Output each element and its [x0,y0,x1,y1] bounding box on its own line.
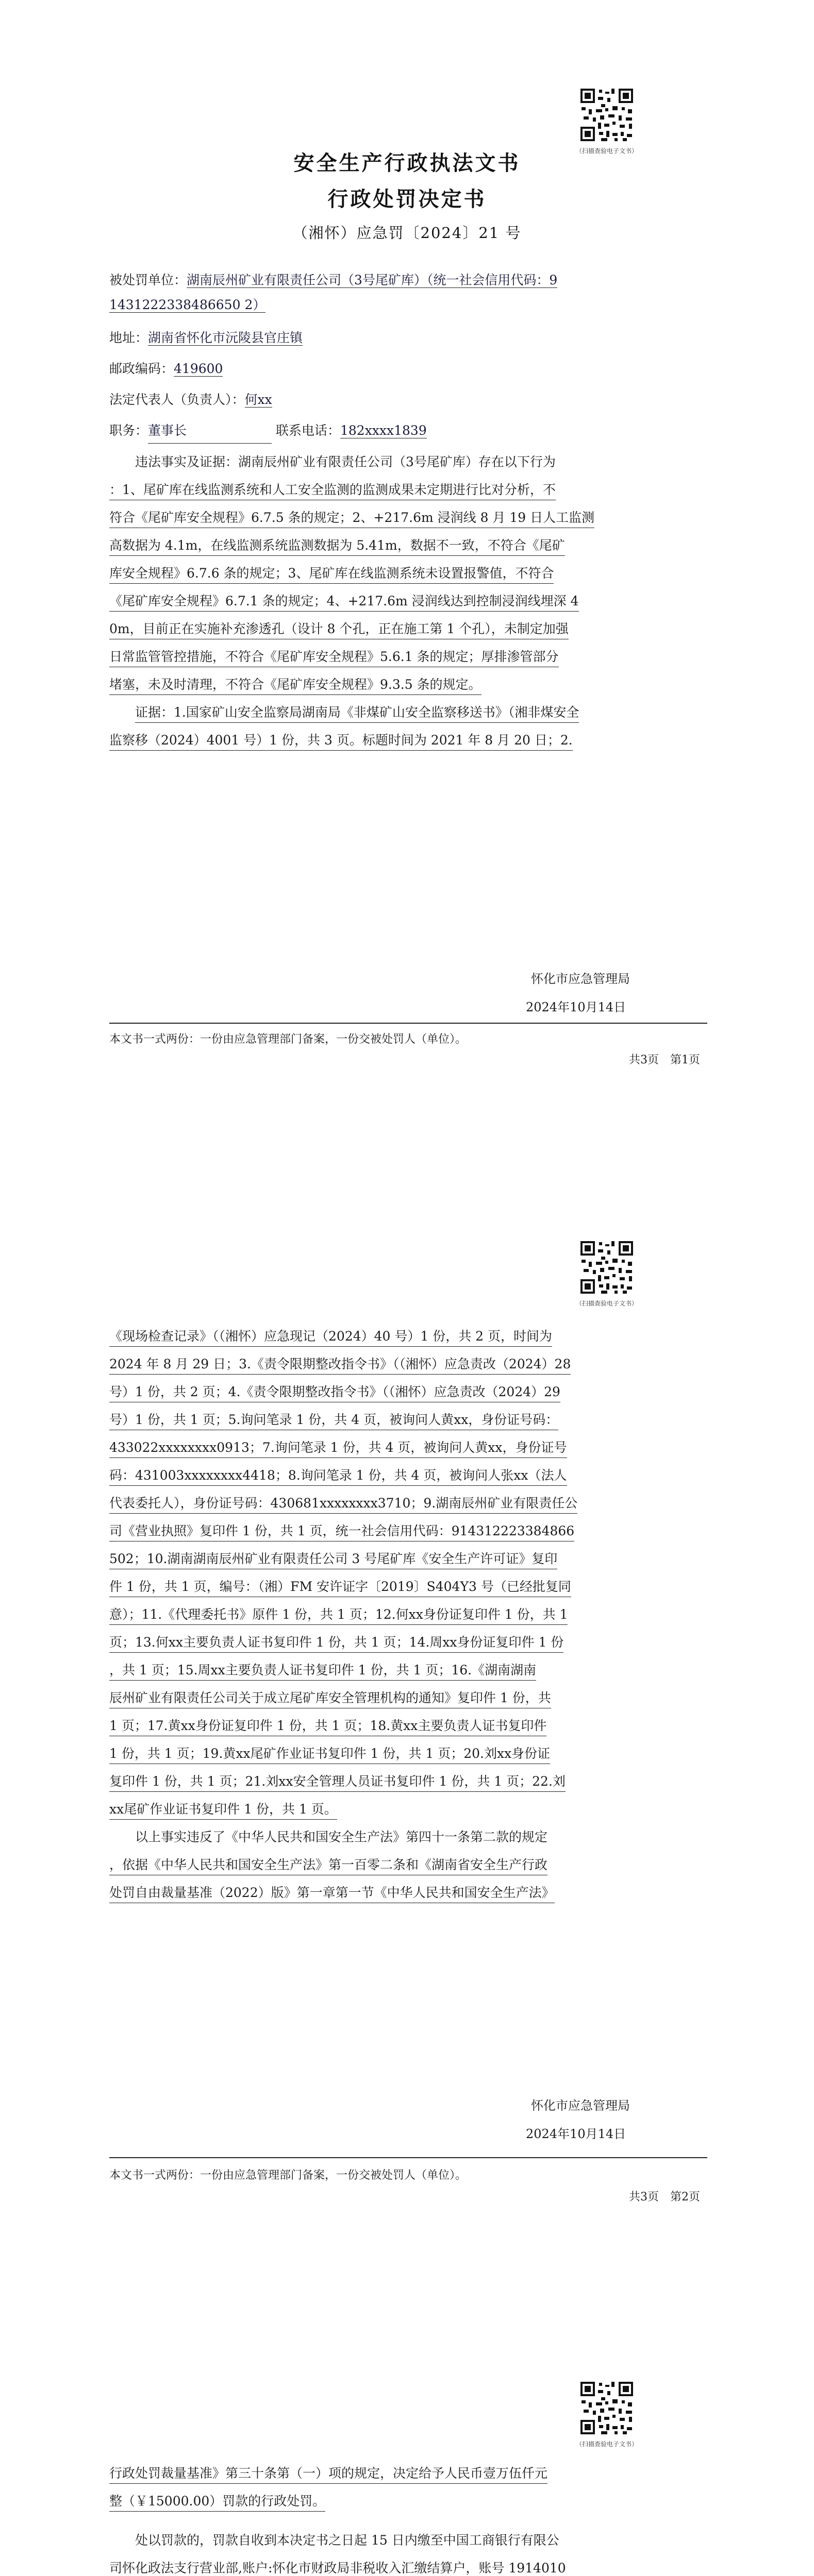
payment-instructions [109,2527,707,2576]
issuing-authority: 怀化市应急管理局 [531,972,630,986]
party-name-value: 湖南辰州矿业有限责任公司（3号尾矿库）（统一社会信用代码：9 [187,273,558,287]
evidence-line: 复印件 1 份，共 1 页；21.刘xx安全管理人员证书复印件 1 份，共 1 页；22.刘 [109,1768,707,1795]
phone-label: 联系电话： [275,423,340,438]
fact-line: 符合《尾矿库安全规程》6.7.5 条的规定；2、+217.6m 浸润线 8 月 19 日人工监测 [109,504,707,532]
evidence-line: 号）1 份，共 1 页；5.询问笔录 1 份，共 4 页，被询问人黄xx，身份证号码： [109,1406,707,1434]
legal-rep-label: 法定代表人（负责人）： [109,392,245,407]
evidence-line: xx尾矿作业证书复印件 1 份，共 1 页。 [109,1795,707,1823]
footer-note: 本文书一式两份：一份由应急管理部门备案，一份交被处罚人（单位）。 [109,2169,467,2182]
qr-code-block [575,87,639,155]
postcode-value: 419600 [174,361,223,376]
doc-category-title: 安全生产行政执法文书 [293,151,521,175]
decision-line: 整（￥15000.00）罚款的行政处罚。 [109,2487,707,2515]
postcode-label: 邮政编码： [109,361,174,376]
page-number: 共3页 第1页 [629,1054,700,1066]
qr-caption: （扫描查验电子文书） [575,1300,638,1307]
violation-facts [109,448,707,754]
qr-caption: （扫描查验电子文书） [575,147,638,155]
address-label: 地址： [109,330,148,345]
evidence-line: 号）1 份，共 2 页；4.《责令限期整改指令书》（（湘怀）应急责改（2024）29 [109,1378,707,1406]
legal-basis-line: 以上事实违反了《中华人民共和国安全生产法》第四十一条第二款的规定 [135,1829,548,1844]
decision-line: 行政处罚裁量基准》第三十条第（一）项的规定，决定给予人民币壹万伍仟元 [109,2460,707,2487]
postcode-field [109,357,223,381]
footer-note: 本文书一式两份：一份由应急管理部门备案，一份交被处罚人（单位）。 [109,1033,467,1046]
document-page-2 [0,1153,814,2305]
doc-title: 行政处罚决定书 [327,187,487,211]
evidence-line: 433022xxxxxxxx0913；7.询问笔录 1 份，共 4 页，被询问人黄xx，身份证号 [109,1434,707,1462]
qr-caption: （扫描查验电子文书） [575,2441,638,2448]
evidence-line: 2024 年 8 月 29 日；3.《责令限期整改指令书》（（湘怀）应急责改（2024）28 [109,1350,707,1378]
evidence-line: 1 份，共 1 页；19.黄xx尾矿作业证书复印件 1 份，共 1 页；20.刘xx身份证 [109,1740,707,1768]
document-page-1 [0,0,814,1153]
fact-line: 日常监管管控措施，不符合《尾矿库安全规程》5.6.1 条的规定；厚排渗管部分 [109,643,707,671]
party-name-cont [109,293,265,317]
doc-number: （湘怀）应急罚〔2024〕21 号 [292,224,522,242]
qr-code-icon [578,2380,635,2436]
address-field [109,326,303,350]
evidence-line: 司《营业执照》复印件 1 份，共 1 页，统一社会信用代码：914312223384866 [109,1517,707,1545]
fact-line: 库安全规程》6.7.6 条的规定；3、尾矿库在线监测系统未设置报警值，不符合 [109,560,707,587]
fact-line: 0m，目前正在实施补充渗透孔（设计 8 个孔，正在施工第 1 个孔），未制定加强 [109,615,707,643]
document-page-3 [0,2305,814,2576]
evidence-line: ，共 1 页；15.周xx主要负责人证书复印件 1 份，共 1 页；16.《湖南湖南 [109,1656,707,1684]
position-value: 董事长 [148,418,272,444]
fact-line: 堵塞，未及时清理，不符合《尾矿库安全规程》9.3.5 条的规定。 [109,671,707,699]
address-value: 湖南省怀化市沅陵县官庄镇 [148,330,303,345]
evidence-line: 意）；11.《代理委托书》原件 1 份，共 1 页；12.何xx身份证复印件 1 份，共 1 [109,1601,707,1629]
qr-code-block [575,2380,639,2448]
issue-date: 2024年10月14日 [526,1000,626,1014]
position-field [109,418,427,444]
fact-line: 《尾矿库安全规程》6.7.1 条的规定；4、+217.6m 浸润线达到控制浸润线埋深 4 [109,587,707,615]
fact-line: 高数据为 4.1m，在线监测系统监测数据为 5.41m，数据不一致，不符合《尾矿 [109,532,707,560]
evidence-line: 1 页；17.黄xx身份证复印件 1 份，共 1 页；18.黄xx主要负责人证书复印件 [109,1712,707,1740]
party-name-label: 被处罚单位： [109,273,187,287]
evidence-line: 码：431003xxxxxxxx4418；8.询问笔录 1 份，共 4 页，被询问人张xx（法人 [109,1462,707,1489]
phone-value: 182xxxx1839 [340,423,427,438]
evidence-line: 辰州矿业有限责任公司关于成立尾矿库安全管理机构的通知》复印件 1 份，共 [109,1684,707,1712]
qr-code-icon [578,1239,635,1296]
payment-line: 司怀化政法支行营业部,账户:怀化市财政局非税收入汇缴结算户，账号 1914010 [109,2554,707,2576]
penalty-decision [109,2460,707,2515]
evidence-line: 页；13.何xx主要负责人证书复印件 1 份，共 1 页；14.周xx身份证复印件 1 份 [109,1629,707,1656]
legal-basis-line: 处罚自由裁量基准（2022）版》第一章第一节《中华人民共和国安全生产法》 [109,1879,707,1907]
issue-date: 2024年10月14日 [526,2127,626,2141]
evidence-line: 代表委托人），身份证号码：430681xxxxxxxx3710；9.湖南辰州矿业有限责任公 [109,1489,707,1517]
payment-line: 处以罚款的，罚款自收到本决定书之日起 15 日内缴至中国工商银行有限公 [135,2533,559,2548]
legal-rep-field [109,387,272,412]
evidence-list [109,1323,707,1907]
issuing-authority: 怀化市应急管理局 [531,2098,630,2113]
evidence-line: 监察移（2024）4001 号）1 份，共 3 页。标题时间为 2021 年 8 月 20 日；2. [109,726,707,754]
evidence-line: 件 1 份，共 1 页，编号：（湘）FM 安许证字〔2019〕S404Y3 号（已经批复同 [109,1573,707,1601]
fact-line: ：1、尾矿库在线监测系统和人工安全监测的监测成果未定期进行比对分析，不 [109,476,707,504]
footer-divider [109,1023,707,1024]
qr-code-icon [578,87,635,143]
legal-rep-value: 何xx [244,392,272,407]
party-name-field [109,268,707,293]
evidence-line: 502；10.湖南湖南辰州矿业有限责任公司 3 号尾矿库《安全生产许可证》复印 [109,1545,707,1573]
legal-basis-line: ，依据《中华人民共和国安全生产法》第一百零二条和《湖南省安全生产行政 [109,1851,707,1879]
fact-line: 违法事实及证据：湖南辰州矿业有限责任公司（3号尾矿库）存在以下行为 [135,454,556,469]
page-number: 共3页 第2页 [629,2191,700,2204]
footer-divider [109,2157,707,2158]
evidence-line: 证据：1.国家矿山安全监察局湖南局《非煤矿山安全监察移送书》（湘非煤安全 [109,699,707,726]
position-label: 职务： [109,423,148,438]
qr-code-block [575,1239,639,1308]
evidence-line: 《现场检查记录》（（湘怀）应急现记（2024）40 号）1 份，共 2 页，时间为 [109,1323,707,1350]
party-credit-code: 1431222338486650 2） [109,297,266,312]
